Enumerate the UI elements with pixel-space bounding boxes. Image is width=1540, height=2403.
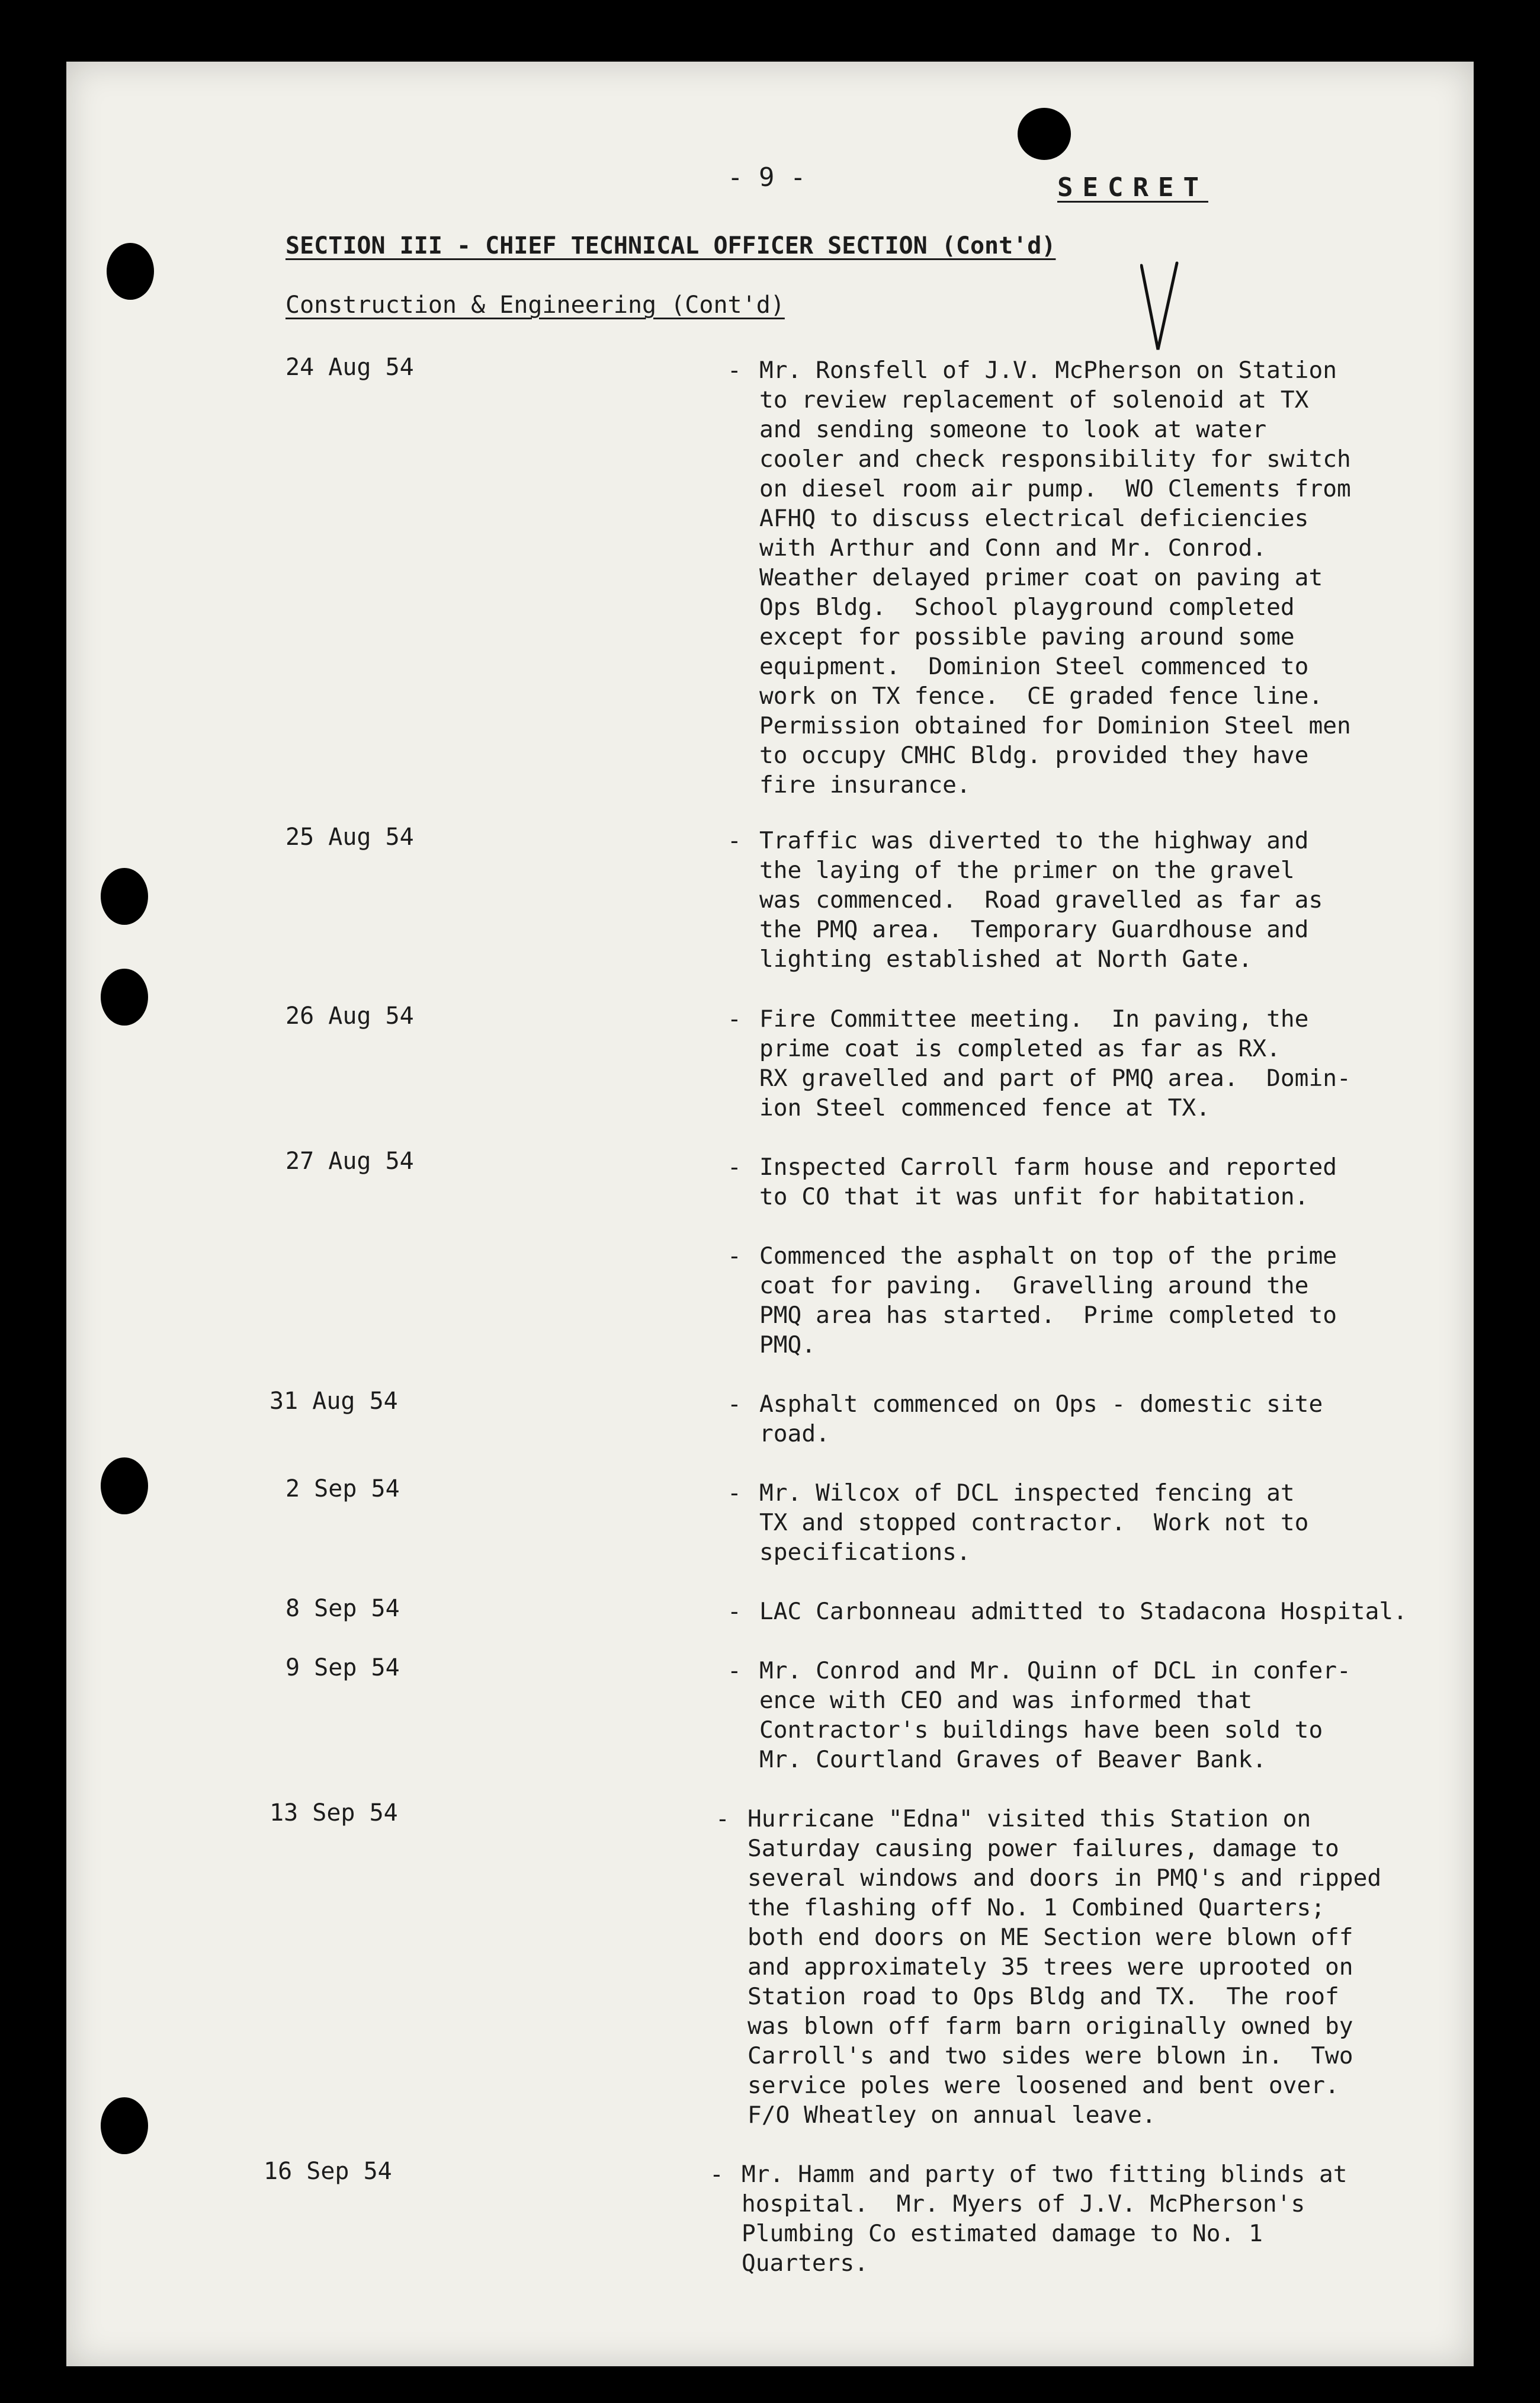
page-number: - 9 - xyxy=(727,162,806,193)
punch-hole xyxy=(101,1457,148,1514)
classification-marking: SECRET xyxy=(1057,172,1208,203)
punch-hole xyxy=(107,243,154,300)
log-entry xyxy=(727,1478,1462,1567)
entry-dash: - xyxy=(727,1390,742,1418)
entry-text: Commenced the asphalt on top of the prime coat for paving. Gravelling around the PMQ area has started. Prime completed to PMQ. xyxy=(759,1242,1337,1359)
entry-dash: - xyxy=(727,1154,742,1181)
entry-text: Mr. Hamm and party of two fitting blinds at hospital. Mr. Myers of J.V. McPherson's Plumbing Co estimated damage to No. 1 Quarters. xyxy=(742,2161,1348,2277)
entry-date: 26 Aug 54 xyxy=(285,1002,414,1030)
log-entry xyxy=(727,1389,1462,1449)
subsection-title: Construction & Engineering (Cont'd) xyxy=(285,291,785,319)
entry-dash: - xyxy=(727,357,742,384)
punch-hole xyxy=(101,868,148,925)
log-entry xyxy=(727,1152,1462,1212)
punch-hole xyxy=(101,969,148,1026)
entry-dash: - xyxy=(727,1657,742,1684)
log-entry xyxy=(727,1656,1462,1774)
entry-text: Hurricane "Edna" visited this Station on Saturday causing power failures, damage to several windows and doors in PMQ's and ripped the flashing off No. 1 Combined Quarters; both end doors on ME Section were blown off and approximately 35 trees were uprooted on Station road to Ops Bldg and TX. The roof was blown off farm barn originally owned by Carroll's and two sides were blown in. Two service poles were loosened and bent over. F/O Wheatley on annual leave. xyxy=(747,1805,1382,2129)
entry-text: Asphalt commenced on Ops - domestic site road. xyxy=(759,1390,1323,1447)
log-entry xyxy=(716,1804,1463,2130)
handwritten-check-mark xyxy=(1140,261,1182,361)
punch-hole xyxy=(1018,108,1071,160)
entry-text: Fire Committee meeting. In paving, the prime coat is completed as far as RX. RX gravelled and part of PMQ area. Domin- ion Steel commenced fence at TX. xyxy=(759,1005,1351,1122)
entry-text: Mr. Wilcox of DCL inspected fencing at TX and stopped contractor. Work not to specifications. xyxy=(759,1479,1309,1566)
log-entry xyxy=(710,2160,1463,2278)
entry-dash: - xyxy=(716,1805,730,1832)
entry-text: LAC Carbonneau admitted to Stadacona Hospital. xyxy=(759,1598,1407,1625)
log-entry xyxy=(727,1004,1462,1123)
entry-date: 31 Aug 54 xyxy=(270,1388,398,1415)
entry-date: 16 Sep 54 xyxy=(264,2158,392,2185)
entry-date: 24 Aug 54 xyxy=(285,354,414,381)
entry-dash: - xyxy=(727,827,742,854)
section-title: SECTION III - CHIEF TECHNICAL OFFICER SECTION (Cont'd) xyxy=(285,232,1056,259)
entry-text: Mr. Conrod and Mr. Quinn of DCL in confer- ence with CEO and was informed that Contractor's buildings have been sold to Mr. Courtland Graves of Beaver Bank. xyxy=(759,1657,1351,1773)
log-entry xyxy=(727,355,1462,800)
entry-dash: - xyxy=(727,1005,742,1033)
entry-text: Inspected Carroll farm house and reported to CO that it was unfit for habitation. xyxy=(759,1154,1337,1210)
entry-dash: - xyxy=(710,2161,724,2188)
punch-hole xyxy=(101,2097,148,2154)
entry-dash: - xyxy=(727,1598,742,1625)
log-entry xyxy=(727,826,1462,974)
entry-text: Traffic was diverted to the highway and the laying of the primer on the gravel was commenced. Road gravelled as far as the PMQ area. Temporary Guardhouse and lighting established at North Gate. xyxy=(759,827,1323,973)
entry-dash: - xyxy=(727,1479,742,1507)
entry-date: 8 Sep 54 xyxy=(285,1595,400,1622)
entry-dash: - xyxy=(727,1242,742,1270)
entry-date: 2 Sep 54 xyxy=(285,1475,400,1502)
log-entry xyxy=(727,1597,1462,1626)
entry-date: 9 Sep 54 xyxy=(285,1654,400,1681)
entry-date: 27 Aug 54 xyxy=(285,1148,414,1175)
entry-date: 25 Aug 54 xyxy=(285,824,414,851)
entry-text: Mr. Ronsfell of J.V. McPherson on Station to review replacement of solenoid at TX and sending someone to look at water cooler and check responsibility for switch on diesel room air pump. WO Clements from AFHQ to discuss electrical deficiencies with Arthur and Conn and Mr. Conrod. Weather delayed primer coat on paving at Ops Bldg. School playground completed except for possible paving around some equipment. Dominion Steel commenced to work on TX fence. CE graded fence line. Permission obtained for Dominion Steel men to occupy CMHC Bldg. provided they have fire insurance. xyxy=(759,357,1351,799)
log-entry xyxy=(727,1241,1462,1360)
entry-date: 13 Sep 54 xyxy=(270,1799,398,1827)
